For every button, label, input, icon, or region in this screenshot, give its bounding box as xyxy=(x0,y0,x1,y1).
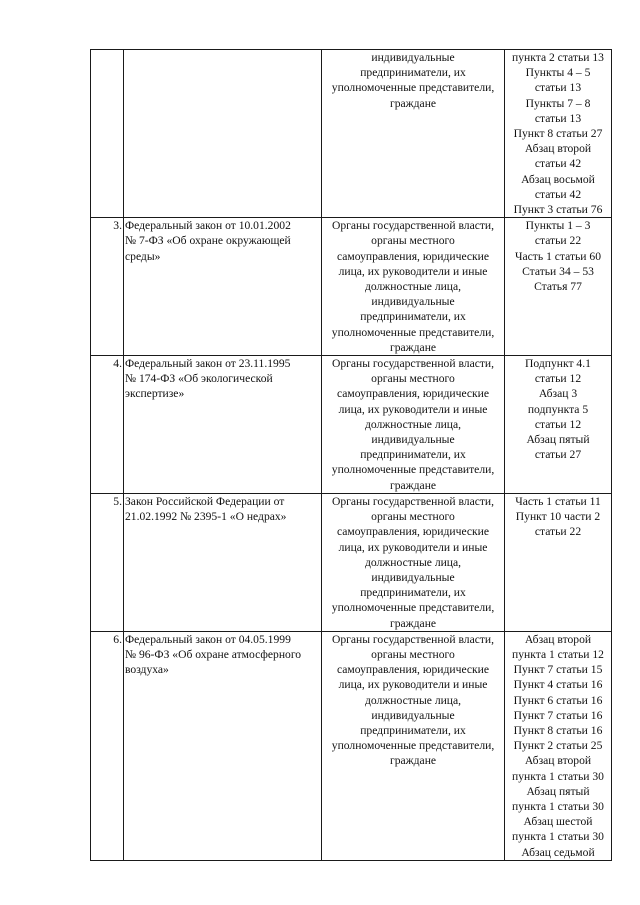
row-number xyxy=(91,50,124,218)
regulated-subjects-line: граждане xyxy=(389,616,437,630)
regulated-subjects-line: граждане xyxy=(389,754,437,768)
law-articles xyxy=(505,218,612,356)
regulated-subjects-line: предприниматели, их xyxy=(360,723,466,737)
regulated-subjects-line: должностные лица, xyxy=(364,280,462,294)
law-title-line: Закон Российской Федерации от xyxy=(125,494,285,508)
regulated-subjects xyxy=(322,631,505,860)
table-row xyxy=(91,218,612,356)
regulated-subjects-line: уполномоченные представители, xyxy=(331,601,495,615)
regulated-subjects-line: предприниматели, их xyxy=(360,586,466,600)
law-title-line: экспертизе» xyxy=(125,387,185,401)
law-articles-line: Пункт 10 части 2 xyxy=(515,510,601,524)
regulated-subjects-line: самоуправления, юридические xyxy=(336,249,490,263)
law-articles-line: Пункты 4 – 5 xyxy=(525,66,591,80)
regulated-subjects-line: должностные лица, xyxy=(364,555,462,569)
regulated-subjects-line: органы местного xyxy=(371,510,455,524)
regulated-subjects xyxy=(322,356,505,494)
law-articles-line: Абзац второй xyxy=(524,754,592,768)
regulated-subjects-line: уполномоченные представители, xyxy=(331,463,495,477)
law-articles-line: статьи 12 xyxy=(534,372,582,386)
law-title-line: Федеральный закон от 23.11.1995 xyxy=(125,357,291,371)
law-articles xyxy=(505,356,612,494)
regulated-subjects-line: индивидуальные xyxy=(371,295,455,309)
table-row xyxy=(91,493,612,631)
law-articles-line: Абзац пятый xyxy=(526,784,590,798)
law-title-line: № 7-ФЗ «Об охране окружающей xyxy=(125,234,291,248)
law-articles-line: Абзац шестой xyxy=(523,815,593,829)
law-title xyxy=(124,218,322,356)
regulated-subjects-line: органы местного xyxy=(371,647,455,661)
table-row xyxy=(91,631,612,860)
row-number: 3. xyxy=(91,218,124,356)
law-articles-line: пункта 1 статьи 12 xyxy=(512,647,604,661)
regulated-subjects-line: индивидуальные xyxy=(371,570,455,584)
law-articles-line: пункта 1 статьи 30 xyxy=(512,799,604,813)
regulated-subjects-line: граждане xyxy=(389,96,437,110)
table-row xyxy=(91,356,612,494)
law-title-line: № 174-ФЗ «Об экологической xyxy=(125,372,273,386)
law-articles-line: статьи 13 xyxy=(534,111,582,125)
law-articles-line: статьи 22 xyxy=(534,234,582,248)
law-articles-line: Пункт 8 статьи 27 xyxy=(513,127,603,141)
law-title-line: Федеральный закон от 04.05.1999 xyxy=(125,632,291,646)
regulated-subjects-line: органы местного xyxy=(371,372,455,386)
regulated-subjects-line: Органы государственной власти, xyxy=(331,219,495,233)
regulated-subjects-line: предприниматели, их xyxy=(360,66,466,80)
row-number: 4. xyxy=(91,356,124,494)
law-articles-line: Абзац седьмой xyxy=(521,845,595,859)
law-title-line: Федеральный закон от 10.01.2002 xyxy=(125,219,291,233)
law-articles-line: статьи 13 xyxy=(534,81,582,95)
law-articles-line: Пункт 6 статьи 16 xyxy=(513,693,603,707)
law-articles-line: Пункт 7 статьи 16 xyxy=(513,708,603,722)
law-title-line: 21.02.1992 № 2395-1 «О недрах» xyxy=(125,510,287,524)
regulated-subjects-line: самоуправления, юридические xyxy=(336,663,490,677)
law-articles-line: Подпункт 4.1 xyxy=(525,357,591,371)
law-title xyxy=(124,356,322,494)
law-articles-line: статьи 27 xyxy=(534,448,582,462)
law-articles-line: Пункты 7 – 8 xyxy=(525,96,591,110)
law-title xyxy=(124,631,322,860)
law-articles-line: Пункт 3 статьи 76 xyxy=(513,203,603,217)
law-articles xyxy=(505,631,612,860)
law-articles-line: статьи 12 xyxy=(534,417,582,431)
regulated-subjects-line: лица, их руководители и иные xyxy=(338,678,488,692)
regulated-subjects-line: лица, их руководители и иные xyxy=(338,540,488,554)
law-articles-line: Статья 77 xyxy=(534,280,582,294)
regulated-subjects-line: индивидуальные xyxy=(371,433,455,447)
law-articles-line: Пункты 1 – 3 xyxy=(525,219,591,233)
law-articles-line: Абзац восьмой xyxy=(521,172,595,186)
regulated-subjects-line: индивидуальные xyxy=(371,708,455,722)
row-number: 6. xyxy=(91,631,124,860)
law-table-body xyxy=(91,50,612,861)
law-articles-line: пункта 1 статьи 30 xyxy=(512,830,604,844)
law-articles xyxy=(505,50,612,218)
law-articles-line: Пункт 8 статьи 16 xyxy=(513,723,603,737)
regulated-subjects-line: уполномоченные представители, xyxy=(331,739,495,753)
regulated-subjects-line: должностные лица, xyxy=(364,693,462,707)
law-articles-line: статьи 42 xyxy=(534,157,582,171)
regulated-subjects-line: уполномоченные представители, xyxy=(331,81,495,95)
law-articles-line: Часть 1 статьи 11 xyxy=(515,494,601,508)
law-articles-line: пункта 2 статьи 13 xyxy=(512,51,604,64)
regulated-subjects-line: лица, их руководители и иные xyxy=(338,264,488,278)
law-articles-line: Пункт 4 статьи 16 xyxy=(513,678,603,692)
regulated-subjects-line: должностные лица, xyxy=(364,417,462,431)
regulated-subjects-line: самоуправления, юридические xyxy=(336,387,490,401)
regulated-subjects-line: Органы государственной власти, xyxy=(331,632,495,646)
law-articles-line: статьи 42 xyxy=(534,187,582,201)
law-table xyxy=(90,49,612,861)
regulated-subjects-line: уполномоченные представители, xyxy=(331,325,495,339)
law-articles-line: статьи 22 xyxy=(534,525,582,539)
law-articles-line: подпункта 5 xyxy=(527,402,589,416)
regulated-subjects-line: граждане xyxy=(389,478,437,492)
law-title xyxy=(124,50,322,218)
law-title-line: № 96-ФЗ «Об охране атмосферного xyxy=(125,647,302,661)
regulated-subjects-line: органы местного xyxy=(371,234,455,248)
regulated-subjects-line: предприниматели, их xyxy=(360,448,466,462)
law-title-line: воздуха» xyxy=(125,663,169,677)
law-articles-line: пункта 1 статьи 30 xyxy=(512,769,604,783)
regulated-subjects-line: граждане xyxy=(389,340,437,354)
regulated-subjects-line: Органы государственной власти, xyxy=(331,357,495,371)
table-row xyxy=(91,50,612,218)
law-articles-line: Абзац второй xyxy=(524,632,592,646)
law-articles xyxy=(505,493,612,631)
law-articles-line: Абзац пятый xyxy=(526,433,590,447)
law-title-line: среды» xyxy=(125,249,161,263)
law-articles-line: Абзац второй xyxy=(524,142,592,156)
regulated-subjects xyxy=(322,218,505,356)
law-articles-line: Пункт 2 статьи 25 xyxy=(513,739,603,753)
regulated-subjects xyxy=(322,493,505,631)
row-number: 5. xyxy=(91,493,124,631)
regulated-subjects-line: предприниматели, их xyxy=(360,310,466,324)
law-title xyxy=(124,493,322,631)
law-articles-line: Статьи 34 – 53 xyxy=(522,264,594,278)
regulated-subjects-line: Органы государственной власти, xyxy=(331,494,495,508)
regulated-subjects-line: индивидуальные xyxy=(371,51,455,64)
regulated-subjects-line: самоуправления, юридические xyxy=(336,525,490,539)
regulated-subjects xyxy=(322,50,505,218)
law-articles-line: Пункт 7 статьи 15 xyxy=(513,663,603,677)
regulated-subjects-line: лица, их руководители и иные xyxy=(338,402,488,416)
law-articles-line: Абзац 3 xyxy=(538,387,578,401)
law-articles-line: Часть 1 статьи 60 xyxy=(514,249,602,263)
